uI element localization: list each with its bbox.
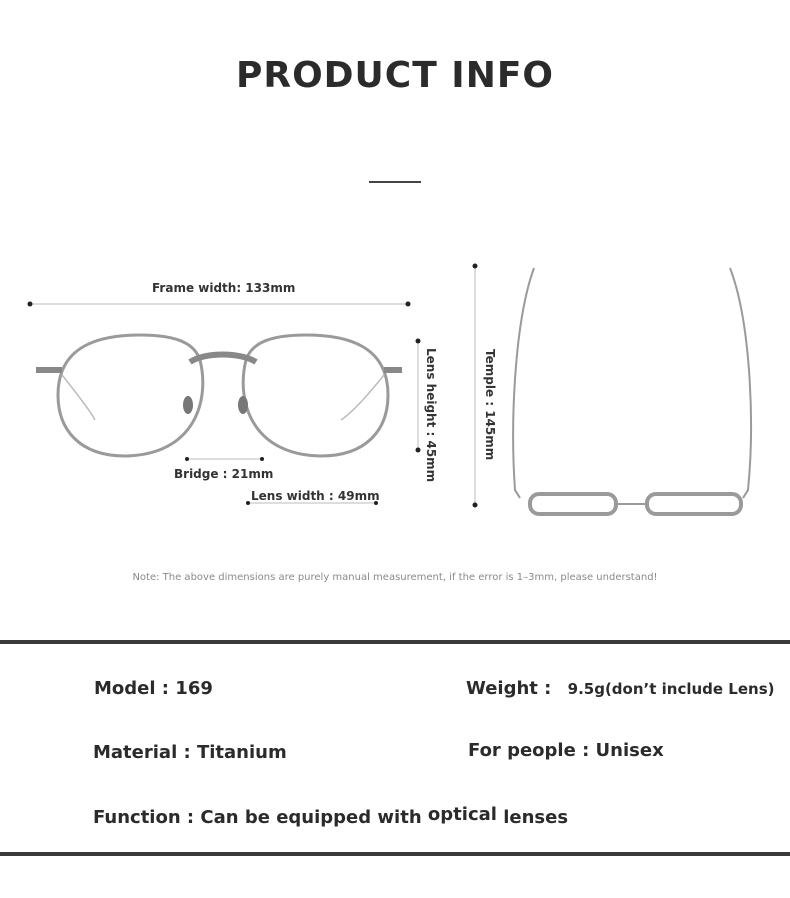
bridge-measure bbox=[185, 457, 264, 461]
people-label: For people : bbox=[468, 740, 590, 761]
nose-pads bbox=[183, 396, 248, 414]
function-value-2: optical bbox=[427, 804, 497, 825]
weight-note: (don’t include Lens) bbox=[604, 680, 775, 698]
function-spec bbox=[93, 804, 569, 828]
material-spec bbox=[93, 742, 287, 763]
model-label: Model : bbox=[94, 678, 170, 699]
weight-spec bbox=[466, 678, 774, 699]
model-spec bbox=[94, 678, 213, 699]
specs-bottom-rule bbox=[0, 852, 790, 856]
measurement-note: Note: The above dimensions are purely manual measurement, if the error is 1–3mm, please understand! bbox=[132, 572, 658, 583]
page-title: PRODUCT INFO bbox=[235, 55, 555, 96]
front-glasses bbox=[36, 335, 402, 456]
weight-label: Weight : bbox=[466, 678, 552, 699]
material-label: Material : bbox=[93, 742, 191, 763]
people-spec bbox=[468, 740, 664, 761]
frame-width-measure bbox=[28, 302, 411, 307]
bridge-label: Bridge : 21mm bbox=[174, 467, 274, 481]
function-label: Function : bbox=[93, 807, 195, 828]
weight-value: 9.5g bbox=[567, 680, 605, 698]
model-value: 169 bbox=[175, 678, 213, 699]
specs-top-rule bbox=[0, 640, 790, 644]
material-value: Titanium bbox=[196, 742, 287, 763]
function-value-1: Can be equipped with bbox=[200, 807, 422, 828]
frame-width-label: Frame width: 133mm bbox=[152, 281, 296, 295]
top-view-glasses bbox=[513, 268, 751, 514]
temple-measure bbox=[473, 264, 478, 508]
lens-height-label: Lens height : 45mm bbox=[424, 348, 438, 483]
temple-label: Temple : 145mm bbox=[483, 349, 497, 461]
lens-height-measure bbox=[416, 339, 421, 453]
lens-width-label: Lens width : 49mm bbox=[251, 489, 380, 503]
people-value: Unisex bbox=[595, 740, 664, 761]
function-value-3: lenses bbox=[503, 807, 569, 828]
